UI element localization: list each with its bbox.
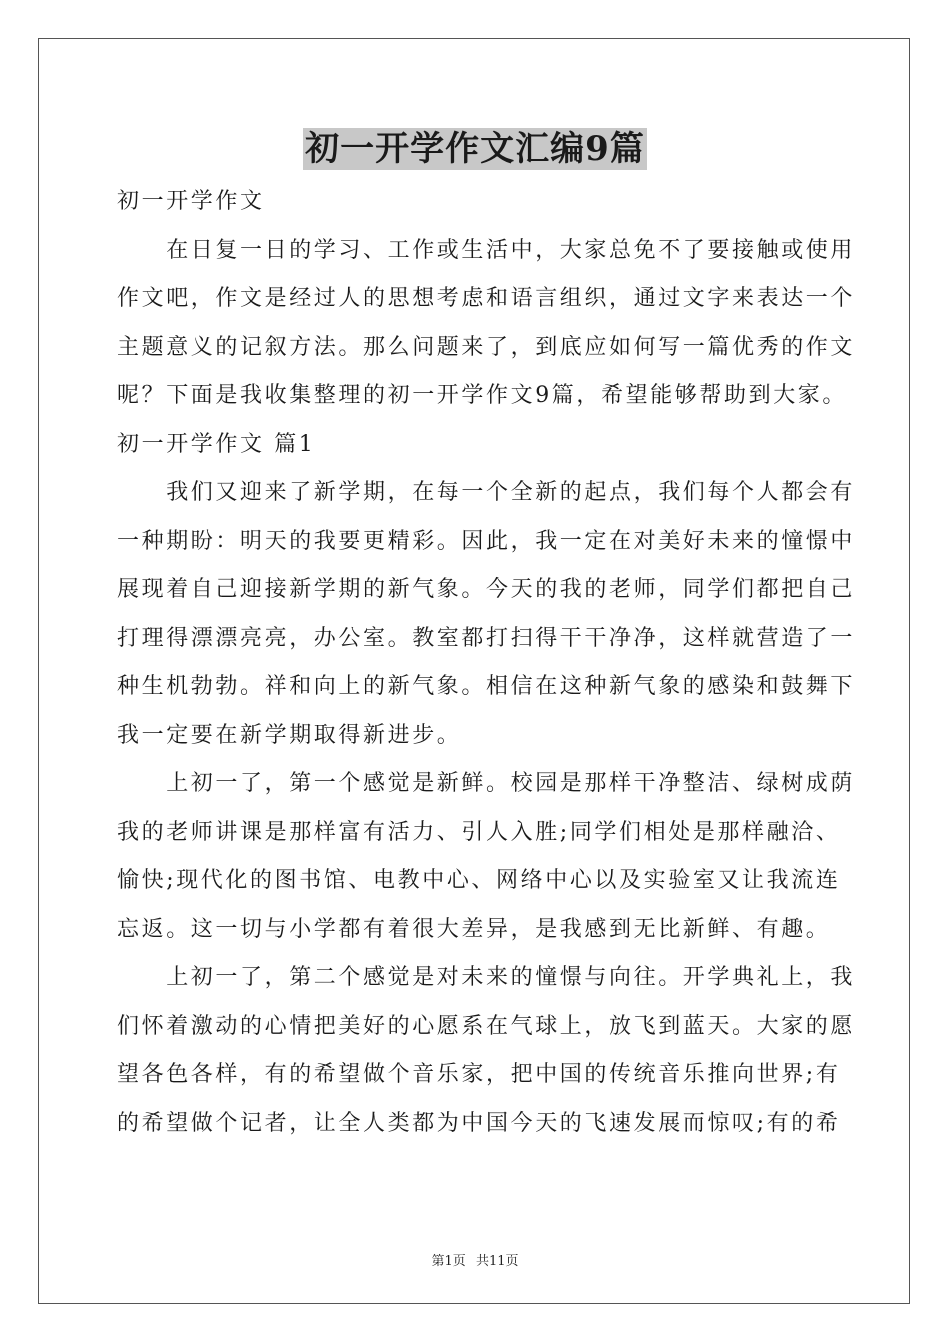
text-line: 一种期盼：明天的我要更精彩。因此，我一定在对美好未来的憧憬中 [117, 528, 856, 554]
section-heading: 初一开学作文 篇1 [117, 431, 316, 457]
text-line: 上初一了，第一个感觉是新鲜。校园是那样干净整洁、绿树成荫 [117, 771, 856, 796]
text-line: 愉快;现代化的图书馆、电教中心、网络中心以及实验室又让我流连 [117, 868, 841, 893]
text-line: 作文吧，作文是经过人的思想考虑和语言组织，通过文字来表达一个 [117, 286, 856, 311]
page-footer [0, 1250, 950, 1269]
title-container [0, 128, 950, 170]
text-line: 望各色各样，有的希望做个音乐家，把中国的传统音乐推向世界;有 [117, 1062, 841, 1087]
text-line: 种生机勃勃。祥和向上的新气象。相信在这种新气象的感染和鼓舞下 [117, 674, 856, 699]
text-line: 主题意义的记叙方法。那么问题来了，到底应如何写一篇优秀的作文 [117, 334, 856, 360]
text-line: 我一定要在新学期取得新进步。 [117, 722, 462, 748]
text-line: 我的老师讲课是那样富有活力、引人入胜;同学们相处是那样融洽、 [117, 819, 841, 845]
text-line: 的希望做个记者，让全人类都为中国今天的飞速发展而惊叹;有的希 [117, 1110, 841, 1136]
page-total: 共11页 [475, 1254, 519, 1269]
text-line: 们怀着激动的心情把美好的心愿系在气球上，放飞到蓝天。大家的愿 [117, 1013, 856, 1039]
text-line: 呢？下面是我收集整理的初一开学作文9篇，希望能够帮助到大家。 [117, 383, 847, 408]
text-line: 上初一了，第二个感觉是对未来的憧憬与向往。开学典礼上，我 [117, 965, 856, 990]
text-line: 忘返。这一切与小学都有着很大差异，是我感到无比新鲜、有趣。 [117, 916, 831, 942]
document-body [117, 178, 856, 1148]
text-line: 打理得漂漂亮亮，办公室。教室都打扫得干干净净，这样就营造了一 [117, 625, 856, 651]
text-line: 我们又迎来了新学期，在每一个全新的起点，我们每个人都会有 [117, 480, 856, 505]
page-number: 第1页 [431, 1254, 466, 1269]
section-heading: 初一开学作文 [117, 189, 265, 214]
document-title: 初一开学作文汇编9篇 [305, 129, 645, 169]
text-line: 在日复一日的学习、工作或生活中，大家总免不了要接触或使用 [117, 237, 856, 263]
text-line: 展现着自己迎接新学期的新气象。今天的我的老师，同学们都把自己 [117, 577, 856, 602]
